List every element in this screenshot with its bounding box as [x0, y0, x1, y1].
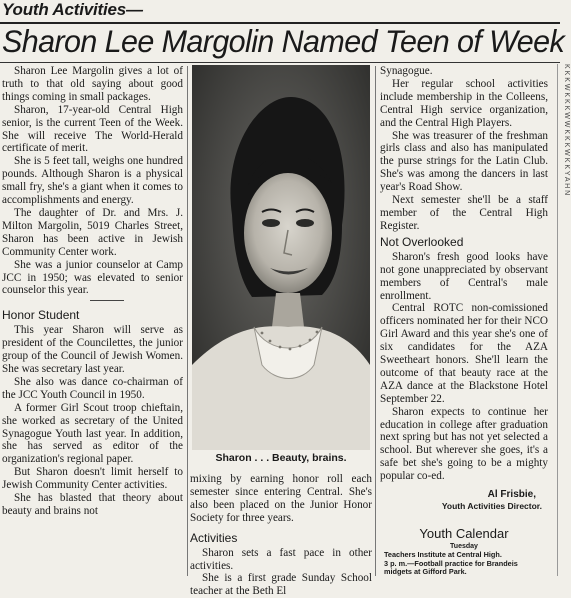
headline: Sharon Lee Margolin Named Teen of Week	[2, 24, 565, 60]
paragraph: mixing by earning honor roll each semester since entering Central. She's also been placed on the Junior Honor Society for three years.	[190, 473, 372, 524]
paragraph: She was a junior counselor at Camp JCC in 1950; was elevated to senior counselor this year.	[2, 258, 183, 297]
paragraph: She was treasurer of the freshman girls class and also has manipulated the purse strings for the Latin Club. She's was among the dancers in last year's Road Show.	[380, 129, 548, 194]
paragraph: She has blasted that theory about beauty and brains not	[2, 492, 183, 517]
portrait-photo	[192, 65, 370, 450]
adjacent-column-fragment: K K K W K K K W W K K K W K K Y A H N	[563, 64, 570, 196]
paragraph: Next semester she'll be a staff member of the Central High Register.	[380, 194, 548, 232]
column-rule	[375, 66, 376, 576]
paragraph: She is a first grade Sunday School teacher at the Beth El	[190, 572, 372, 598]
paragraph: Her regular school activities include membership in the Colleens, Central High service organization, and the Central High Players.	[380, 77, 548, 129]
calendar-title: Youth Calendar	[419, 526, 509, 542]
column-3	[380, 65, 548, 577]
portrait-image	[192, 65, 370, 450]
paragraph: Sharon Lee Margolin gives a lot of truth to that old saying about good things coming in small packages.	[2, 65, 183, 103]
calendar-entry: 3 p. m.—Football practice for Brandeis	[384, 558, 518, 568]
paragraph: But Sharon doesn't limit herself to Jewish Community Center activities.	[2, 466, 183, 492]
paragraph: Central ROTC non-comissioned officers nominated her for their NCO Girl Award and this year she's one of six candidates for the AZA Sweetheart honors. She'll learn the outcome of that beauty race at the AZA dance at the Blackstone Hotel September 22.	[380, 302, 548, 405]
paragraph: A former Girl Scout troop chieftain, she worked as secretary of the United Synagogue Youth last year. In addition, she has served as editor of the organization's regional paper.	[2, 401, 183, 466]
author-signature: Al Frisbie,	[487, 489, 536, 501]
kicker: Youth Activities—	[2, 0, 143, 19]
paragraph: The daughter of Dr. and Mrs. J. Milton Margolin, 5019 Charles Street, Sharon has been active in Jewish Community Center work.	[2, 206, 183, 258]
author-title: Youth Activities Director.	[441, 501, 542, 512]
section-divider	[2, 297, 183, 306]
calendar-entry: Teachers Institute at Central High.	[384, 550, 502, 560]
paragraph: Sharon sets a fast pace in other activities.	[190, 546, 372, 572]
subhead-activities: Activities	[190, 530, 238, 545]
photo-caption: Sharon . . . Beauty, brains.	[215, 452, 347, 464]
paragraph: Synagogue.	[380, 65, 433, 77]
paragraph: Sharon, 17-year-old Central High senior, is the current Teen of the Week. She will receive The World-Herald certificate of merit.	[2, 103, 183, 155]
paragraph: She is 5 feet tall, weighs one hundred pounds. Although Sharon is a physical small fry, she's a giant when it comes to accomplishments and energy.	[2, 155, 183, 207]
headline-rule	[0, 62, 560, 63]
column-2	[190, 473, 372, 598]
paragraph: Sharon's fresh good looks have not gone unappreciated by observant members of Central's male enrollment.	[380, 250, 548, 302]
calendar-entry: midgets at Gifford Park.	[384, 567, 467, 577]
subhead-honor-student: Honor Student	[2, 308, 80, 323]
column-1	[2, 65, 183, 518]
subhead-not-overlooked: Not Overlooked	[380, 234, 464, 249]
edge-rule	[557, 64, 558, 576]
paragraph: Sharon expects to continue her education in college after graduation next spring but has not yet selected a school. But wherever she goes, it's a safe bet she's going to be a mighty popular co-ed.	[380, 405, 548, 483]
paragraph: This year Sharon will serve as president of the Councilettes, the junior group of the Council of Jewish Women. She was secretary last year.	[2, 324, 183, 376]
column-rule	[187, 66, 188, 576]
calendar-day: Tuesday	[450, 543, 478, 551]
paragraph: She also was dance co-chairman of the JCC Youth Council in 1950.	[2, 375, 183, 401]
